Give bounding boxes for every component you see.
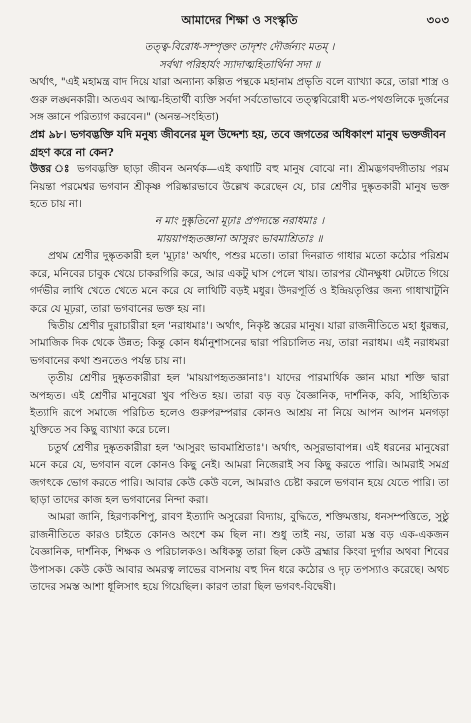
answer-label: উত্তর ঃ [30,163,72,176]
paragraph-asuras: আমরা জানি, হিরণ্যকশিপু, রাবণ ইত্যাদি অসুরেরা বিদ্যায়, বুদ্ধিতে, শক্তিমত্তায়, ধনসম্পত্তিতে, সুষ্ঠু রাজনীতিতে কারও চাইতে কোনও অংশে কম ছিল না। শুধু তাই নয়, তারা মস্ত বড় এক-একজন বৈজ্ঞানিক, দার্শনিক, শিক্ষক ও পরিচালকও। অধিকন্তু তারা ছিল কেউ ব্রহ্মার কিংবা দুর্গার অথবা শিবের উপাসক। কেউ কেউ আবার অমরত্ব লাভের বাসনায় বহু দিন ধরে কঠোর ও দৃঢ় তপস্যাও করেছে। অথচ তাদের সমস্ত আশা ধূলিসাৎ হয়ে গিয়েছিল। কারণ তারা ছিল ভগবৎ-বিদ্বেষী। [30,511,449,593]
question [30,126,449,161]
paragraph-translation: অর্থাৎ, "এই মহামন্ত্র বাদ দিয়ে যারা অন্যান্য কল্পিত পন্থকে মহানাম প্রভৃতি বলে ব্যাখ্যা করে, তারা শাস্ত্র ও গুরু লঙ্ঘনকারী। অতএব আত্ম-হিতার্থী ব্যক্তি সর্বদা সর্বতোভাবে তত্ত্ববিরোধী মত-পথগুলিকে দুর্জনের সঙ্গ জ্ঞানে পরিত্যাগ করবেন।" (অনন্ত-সংহিতা) [30,76,449,124]
verse-line: সর্বথা পরিহার্যং স্যাদাত্মহিতার্থিনা সদা ॥ [158,58,321,71]
paragraph-third-class: তৃতীয় শ্রেণীর দুষ্কৃতকারীরা হল 'মায়য়াপহৃতজ্ঞানাঃ'। যাদের পারমার্থিক জ্ঞান মায়া শক্তি দ্বারা অপহৃত। এই শ্রেণীর মানুষেরা খুব পণ্ডিত হয়। তারা বড় বড় বৈজ্ঞানিক, দার্শনিক, কবি, সাহিত্যিক ইত্যাদি রূপে সমাজে পরিচিত হলেও গুরুপরম্পরার কোনও আশ্রয় না নিয়ে আপন আপন মনগড়া যুক্তিতে সব কিছু ব্যাখ্যা করে চলে। [30,372,449,437]
verse-line: তত্ত্ব-বিরোধ-সম্পৃক্তং তাদৃশং দৌর্জন্যং মতম্ । [144,41,335,54]
question-text: ভগবদ্ভক্তি যদি মনুষ্য জীবনের মূল উদ্দেশ্য হয়, তবে জগতের অধিকাংশ মানুষ ভক্তজীবন গ্রহণ করে না কেন? [30,128,446,159]
paragraph-first-class: প্রথম শ্রেণীর দুষ্কৃতকারী হল 'মূঢ়াঃ' অর্থাৎ, পশুর মতো। তারা দিনরাত গাধার মতো কঠোর পরিশ্রম করে, মনিবের চাবুক খেয়ে চাকরগিরি করে, আর একটু ঘাস পেলে খায়। তারপর যৌনক্ষুধা মেটাতে গিয়ে গর্দভীর লাথি খেতে খেতে মনে করে যে লাথিটি বড়ই মধুর। উদরপূর্তি ও ইন্দ্রিয়তৃপ্তির জন্য গাধাখাটুনি করে যে মূঢ়রা, তারা ভগবানের ভক্ত হয় না। [30,250,449,315]
page-header [30,12,449,29]
sanskrit-verse-2 [30,213,449,248]
running-title: আমাদের শিক্ষা ও সংস্কৃতি [181,13,298,27]
answer [30,161,449,213]
verse-line: মায়য়াপহৃতজ্ঞানা আসুরং ভাবমাশ্রিতাঃ ॥ [156,232,323,245]
question-label: প্রশ্ন ৯৮। [30,128,67,142]
paragraph-fourth-class: চতুর্থ শ্রেণীর দুষ্কৃতকারীরা হল 'আসুরং ভাবমাশ্রিতাঃ'। অর্থাৎ, অসুরভাবাপন্ন। এই ধরনের মানুষেরা মনে করে যে, ভগবান বলে কোনও কিছু নেই। আমরা নিজেরাই সব কিছু করতে পারি। আমরাই সমগ্র জগৎকে ভোগ করতে পারি। আবার কেউ কেউ বলে, আমরাও চেষ্টা করলে ভগবান হয়ে যেতে পারি। তা ছাড়া তাদের কাজ হল ভগবানের নিন্দা করা। [30,441,449,506]
page-number: ৩০৩ [426,13,449,27]
sanskrit-verse-1 [30,39,449,74]
answer-text: ভগবদ্ভক্তি ছাড়া জীবন অনর্থক—এই কথাটি বহু মানুষ বোঝে না। শ্রীমদ্ভগবদ্গীতায় পরম নিয়ন্তা পরমেশ্বর ভগবান শ্রীকৃষ্ণ পরিষ্কারভাবে উল্লেখ করেছেন যে, চার শ্রেণীর দুষ্কৃতকারী মানুষ ভক্ত হতে চায় না। [30,163,449,211]
paragraph-second-class: দ্বিতীয় শ্রেণীর দুরাচারীরা হল 'নরাধমাঃ'। অর্থাৎ, নিকৃষ্ট স্তরের মানুষ। যারা রাজনীতিতে মহা ধুরন্ধর, সামাজিক দিক থেকে উন্নত; কিন্তু কোন ধর্মানুশাসনের দ্বারা পরিচালিত নয়, তারা নরাধম। এই নরাধমরা ভগবানের কথা শুনতেও পর্যন্ত চায় না। [30,319,449,367]
verse-line: ন মাং দুষ্কৃতিনো মূঢ়াঃ প্রপদ্যন্তে নরাধমাঃ । [154,215,325,228]
